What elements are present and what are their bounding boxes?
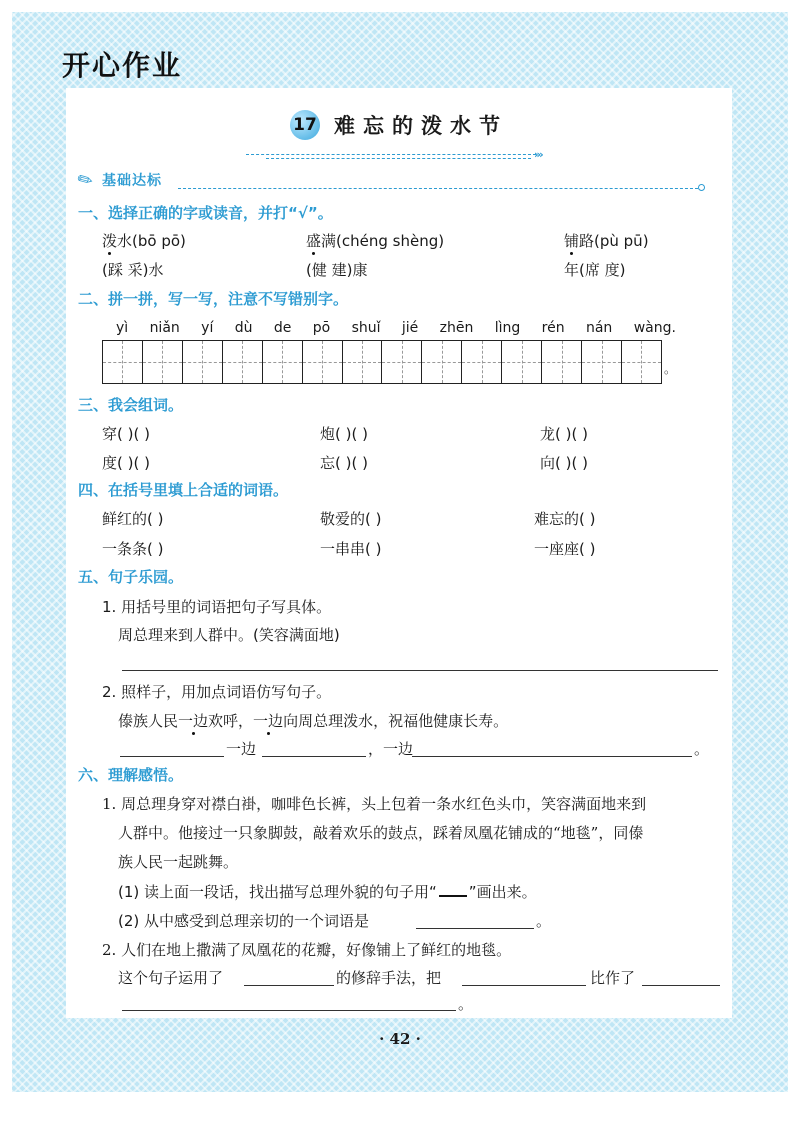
- s6-p2-q-c: 比作了: [590, 969, 636, 987]
- s5-fill-end: 。: [694, 740, 710, 758]
- s6-passage-line-3: 族人民一起跳舞。: [118, 853, 239, 871]
- s1-item-6: 年(席 度): [564, 261, 626, 279]
- pinyin-syllable: jié: [401, 320, 419, 336]
- s5-question-2: 2. 照样子，用加点词语仿写句子。: [102, 683, 332, 701]
- s6-p2-q-b: 的修辞手法，把: [336, 969, 442, 987]
- underline-sample: [439, 887, 467, 897]
- pinyin-syllable: yì: [116, 320, 129, 336]
- answer-line[interactable]: [262, 756, 366, 757]
- s1-item-5: (健 建)康: [306, 261, 368, 279]
- pinyin-row: [116, 320, 676, 336]
- answer-line[interactable]: [122, 670, 718, 671]
- grid-cell[interactable]: [582, 341, 622, 383]
- pinyin-syllable: nán: [585, 320, 613, 336]
- s4-item-4: 一条条( ): [102, 540, 164, 558]
- grid-cell[interactable]: [622, 341, 661, 383]
- example-part: 傣族人民: [118, 712, 179, 730]
- s3-item-4: 度( )( ): [102, 454, 150, 472]
- grid-cell[interactable]: [542, 341, 582, 383]
- grid-cell[interactable]: [343, 341, 383, 383]
- grid-cell[interactable]: [462, 341, 502, 383]
- emphasis-word: 一边: [253, 712, 284, 730]
- circle-icon: [698, 184, 705, 191]
- writing-grid[interactable]: [102, 340, 662, 384]
- s3-item-1: 穿( )( ): [102, 425, 150, 443]
- s5-q2-example: [118, 710, 508, 731]
- s1-item-3: 铺路(pù pū): [564, 232, 649, 250]
- s1-item-1: 泼水(bō pō): [102, 232, 186, 250]
- pinyin-syllable: rén: [541, 320, 565, 336]
- s5-q1-sentence: 周总理来到人群中。(笑容满面地): [118, 626, 340, 644]
- s1-item-2: 盛满(chéng shèng): [306, 232, 445, 250]
- section-1-heading: 一、选择正确的字或读音，并打“√”。: [78, 204, 333, 222]
- s6-p2-q-a: 这个句子运用了: [118, 969, 224, 987]
- pinyin-syllable: zhēn: [439, 320, 474, 336]
- s5-question-1: 1. 用括号里的词语把句子写具体。: [102, 598, 332, 616]
- lesson-number-badge: 17: [290, 110, 320, 140]
- s6-p2-end: 。: [458, 995, 474, 1013]
- grid-cell[interactable]: [502, 341, 542, 383]
- pinyin-syllable: wàng.: [633, 320, 676, 336]
- title-divider: [246, 154, 536, 155]
- s4-item-6: 一座座( ): [534, 540, 596, 558]
- answer-line[interactable]: [120, 756, 224, 757]
- grid-end-mark: 。: [664, 362, 677, 376]
- s1-item-4: (踩 采)水: [102, 261, 164, 279]
- s5-fill-text-2: ，一边: [368, 740, 414, 758]
- worksheet: [66, 88, 732, 1018]
- example-part: 欢呼，: [208, 712, 254, 730]
- answer-line[interactable]: [462, 985, 586, 986]
- title-divider-2: [266, 158, 531, 159]
- chevron-right-icon: ›››: [534, 148, 542, 161]
- grid-cell[interactable]: [303, 341, 343, 383]
- grid-cell[interactable]: [422, 341, 462, 383]
- pencil-icon: ✎: [73, 167, 98, 194]
- page-number: · 42 ·: [379, 1030, 421, 1048]
- grid-cell[interactable]: [223, 341, 263, 383]
- answer-line[interactable]: [642, 985, 720, 986]
- s6-q2-end: 。: [536, 912, 552, 930]
- pinyin-syllable: shuǐ: [351, 320, 381, 336]
- pinyin-syllable: dù: [234, 320, 253, 336]
- answer-line[interactable]: [416, 928, 534, 929]
- section-4-heading: 四、在括号里填上合适的词语。: [78, 481, 289, 499]
- grid-cell[interactable]: [263, 341, 303, 383]
- s6-question-2: (2) 从中感受到总理亲切的一个词语是: [118, 912, 370, 930]
- pinyin-syllable: yí: [201, 320, 214, 336]
- s4-item-5: 一串串( ): [320, 540, 382, 558]
- basic-section-label: 基础达标: [102, 173, 162, 189]
- pinyin-syllable: pō: [312, 320, 331, 336]
- answer-line[interactable]: [412, 756, 692, 757]
- grid-cell[interactable]: [382, 341, 422, 383]
- pinyin-syllable: de: [273, 320, 292, 336]
- emphasis-word: 一边: [178, 712, 209, 730]
- answer-line[interactable]: [244, 985, 334, 986]
- s4-item-2: 敬爱的( ): [320, 510, 382, 528]
- s4-item-3: 难忘的( ): [534, 510, 596, 528]
- pinyin-syllable: lìng: [494, 320, 521, 336]
- basic-section-bar: [73, 167, 708, 194]
- grid-cell[interactable]: [143, 341, 183, 383]
- s4-item-1: 鲜红的( ): [102, 510, 164, 528]
- s3-item-6: 向( )( ): [540, 454, 588, 472]
- s3-item-3: 龙( )( ): [540, 425, 588, 443]
- s6-passage-2: 2. 人们在地上撒满了凤凰花的花瓣，好像铺上了鲜红的地毯。: [102, 941, 512, 959]
- section-3-heading: 三、我会组词。: [78, 396, 184, 414]
- lesson-title: [66, 110, 732, 140]
- section-2-heading: 二、拼一拼，写一写，注意不写错别字。: [78, 290, 349, 308]
- grid-cell[interactable]: [103, 341, 143, 383]
- s3-item-5: 忘( )( ): [320, 454, 368, 472]
- s6-question-1: (1) 读上面一段话，找出描写总理外貌的句子用“ ”画出来。: [118, 883, 537, 901]
- basic-divider: [178, 188, 698, 189]
- brand-title: 开心作业: [62, 49, 183, 82]
- example-part: 向周总理泼水，祝福他健康长寿。: [283, 712, 509, 730]
- s6-passage-line-1: 1. 周总理身穿对襟白褂，咖啡色长裤，头上包着一条水红色头巾，笑容满面地来到: [102, 795, 647, 813]
- lesson-name: 难忘的泼水节: [334, 114, 508, 138]
- pinyin-syllable: niǎn: [149, 320, 180, 336]
- s6-passage-line-2: 人群中。他接过一只象脚鼓，敲着欢乐的鼓点，踩着凤凰花铺成的“地毯”，同傣: [118, 824, 644, 842]
- s5-fill-text-1: 一边: [226, 740, 257, 758]
- section-6-heading: 六、理解感悟。: [78, 766, 184, 784]
- answer-line[interactable]: [122, 1010, 456, 1011]
- section-5-heading: 五、句子乐园。: [78, 568, 184, 586]
- grid-cell[interactable]: [183, 341, 223, 383]
- s3-item-2: 炮( )( ): [320, 425, 368, 443]
